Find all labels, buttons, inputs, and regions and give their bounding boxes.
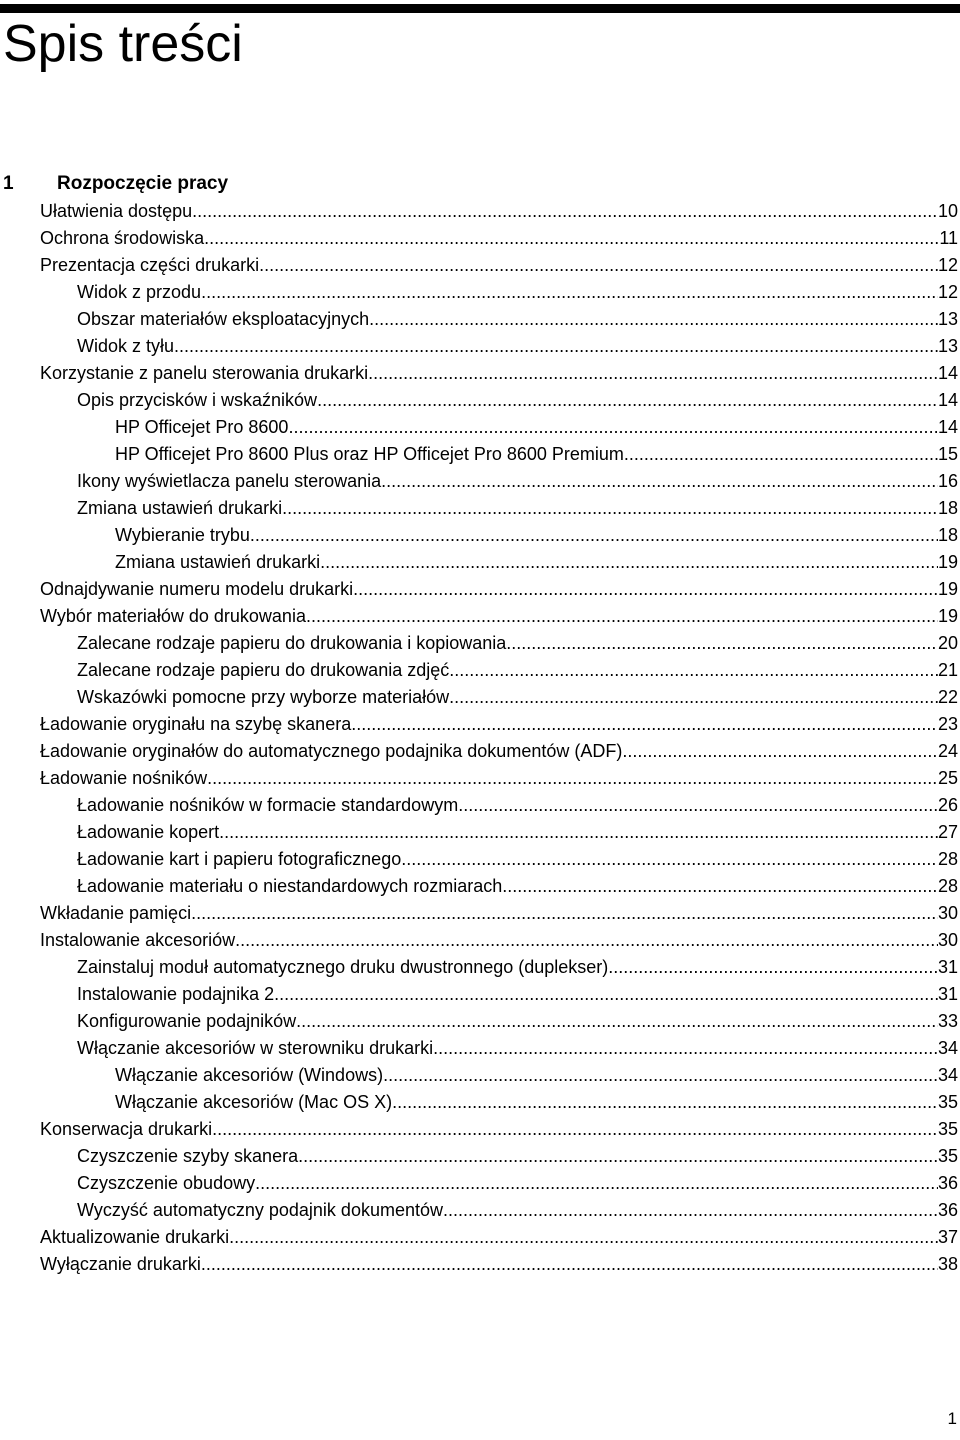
toc-list xyxy=(0,198,960,1278)
dot-leader xyxy=(401,846,938,873)
toc-entry-page: 18 xyxy=(937,525,958,545)
toc-entry-page: 33 xyxy=(937,1011,958,1031)
toc-entry-page: 13 xyxy=(937,309,958,329)
toc-entry-page: 34 xyxy=(937,1065,958,1085)
toc-entry-title: HP Officejet Pro 8600 xyxy=(115,417,289,437)
toc-entry-title: Ładowanie kopert xyxy=(77,822,220,842)
dot-leader xyxy=(235,927,938,954)
toc-entry[interactable] xyxy=(0,279,960,306)
toc-entry[interactable] xyxy=(0,657,960,684)
toc-entry-page: 16 xyxy=(937,471,958,491)
dot-leader xyxy=(443,1197,938,1224)
dot-leader xyxy=(201,1251,938,1278)
dot-leader xyxy=(624,441,938,468)
toc-entry[interactable] xyxy=(0,630,960,657)
toc-entry-page: 19 xyxy=(937,579,958,599)
toc-entry[interactable] xyxy=(0,1170,960,1197)
dot-leader xyxy=(296,1008,938,1035)
toc-entry-page: 35 xyxy=(937,1146,958,1166)
toc-entry-page: 36 xyxy=(937,1173,958,1193)
toc-entry-title: Zalecane rodzaje papieru do drukowania zdjęć xyxy=(77,660,450,680)
dot-leader xyxy=(207,765,938,792)
dot-leader xyxy=(449,684,938,711)
dot-leader xyxy=(250,522,938,549)
dot-leader xyxy=(259,252,938,279)
toc-entry-title: Włączanie akcesoriów w sterowniku drukarki xyxy=(77,1038,434,1058)
toc-entry-page: 15 xyxy=(937,444,958,464)
toc-entry-title: Włączanie akcesoriów (Mac OS X) xyxy=(115,1092,393,1112)
toc-entry-title: Wybór materiałów do drukowania xyxy=(40,606,306,626)
dot-leader xyxy=(502,873,938,900)
toc-entry-title: Czyszczenie obudowy xyxy=(77,1173,256,1193)
toc-entry[interactable] xyxy=(0,1116,960,1143)
page-number: 1 xyxy=(947,1409,957,1428)
toc-entry-page: 30 xyxy=(937,930,958,950)
toc-entry[interactable] xyxy=(0,927,960,954)
toc-entry-title: Konfigurowanie podajników xyxy=(77,1011,297,1031)
toc-entry[interactable] xyxy=(0,765,960,792)
dot-leader xyxy=(306,603,938,630)
dot-leader xyxy=(174,333,938,360)
toc-entry-page: 31 xyxy=(937,957,958,977)
toc-entry-title: Odnajdywanie numeru modelu drukarki xyxy=(40,579,354,599)
toc-entry[interactable] xyxy=(0,414,960,441)
toc-entry[interactable] xyxy=(0,1224,960,1251)
toc-entry-page: 22 xyxy=(937,687,958,707)
toc-entry[interactable] xyxy=(0,1143,960,1170)
toc-entry-page: 21 xyxy=(937,660,958,680)
toc-entry-title: Widok z tyłu xyxy=(77,336,175,356)
toc-entry-page: 12 xyxy=(937,255,958,275)
toc-entry[interactable] xyxy=(0,225,960,252)
toc-entry[interactable] xyxy=(0,1008,960,1035)
dot-leader xyxy=(506,630,938,657)
toc-entry[interactable] xyxy=(0,522,960,549)
dot-leader xyxy=(298,1143,938,1170)
toc-entry-page: 28 xyxy=(937,876,958,896)
toc-entry[interactable] xyxy=(0,198,960,225)
toc-entry[interactable] xyxy=(0,549,960,576)
toc-entry-page: 14 xyxy=(937,417,958,437)
toc-entry[interactable] xyxy=(0,468,960,495)
toc-entry-title: Ułatwienia dostępu xyxy=(40,201,193,221)
toc-entry-title: Ładowanie kart i papieru fotograficznego xyxy=(77,849,402,869)
toc-entry-title: Ikony wyświetlacza panelu sterowania xyxy=(77,471,382,491)
toc-entry-page: 19 xyxy=(937,552,958,572)
dot-leader xyxy=(351,711,938,738)
toc-entry-title: Konserwacja drukarki xyxy=(40,1119,213,1139)
toc-entry-title: Czyszczenie szyby skanera xyxy=(77,1146,299,1166)
toc-entry-page: 30 xyxy=(937,903,958,923)
toc-entry-page: 34 xyxy=(937,1038,958,1058)
toc-entry-page: 11 xyxy=(939,228,958,248)
toc-entry-title: Prezentacja części drukarki xyxy=(40,255,260,275)
toc-entry-title: Wkładanie pamięci xyxy=(40,903,192,923)
toc-entry-title: Aktualizowanie drukarki xyxy=(40,1227,230,1247)
dot-leader xyxy=(229,1224,938,1251)
toc-entry-title: Wskazówki pomocne przy wyborze materiałów xyxy=(77,687,450,707)
toc-entry[interactable] xyxy=(0,1089,960,1116)
toc-entry[interactable] xyxy=(0,954,960,981)
toc-entry-page: 10 xyxy=(937,201,958,221)
dot-leader xyxy=(320,549,938,576)
toc-entry[interactable] xyxy=(0,306,960,333)
chapter-heading[interactable] xyxy=(0,171,960,197)
toc-entry-page: 20 xyxy=(937,633,958,653)
toc-entry-page: 13 xyxy=(937,336,958,356)
dot-leader xyxy=(433,1035,938,1062)
dot-leader xyxy=(383,1062,938,1089)
dot-leader xyxy=(282,495,938,522)
toc-entry-page: 27 xyxy=(937,822,958,842)
toc-entry-page: 18 xyxy=(937,498,958,518)
dot-leader xyxy=(622,738,938,765)
page-title: Spis treści xyxy=(3,15,243,73)
toc-entry[interactable] xyxy=(0,252,960,279)
dot-leader xyxy=(219,819,938,846)
dot-leader xyxy=(204,225,939,252)
toc-entry-title: HP Officejet Pro 8600 Plus oraz HP Officejet Pro 8600 Premium xyxy=(115,444,624,464)
dot-leader xyxy=(458,792,938,819)
toc-entry-title: Wyłączanie drukarki xyxy=(40,1254,201,1274)
dot-leader xyxy=(449,657,938,684)
dot-leader xyxy=(392,1089,938,1116)
toc-entry-title: Obszar materiałów eksploatacyjnych xyxy=(77,309,370,329)
toc-entry-title: Wyczyść automatyczny podajnik dokumentów xyxy=(77,1200,443,1220)
toc-entry[interactable] xyxy=(0,900,960,927)
dot-leader xyxy=(192,198,938,225)
dot-leader xyxy=(255,1170,938,1197)
toc-entry[interactable] xyxy=(0,684,960,711)
toc-entry-page: 28 xyxy=(937,849,958,869)
toc-entry-page: 31 xyxy=(937,984,958,1004)
toc-entry[interactable] xyxy=(0,1197,960,1224)
toc-entry-title: Ochrona środowiska xyxy=(40,228,205,248)
toc-entry-page: 23 xyxy=(937,714,958,734)
toc-entry[interactable] xyxy=(0,603,960,630)
toc-entry-title: Ładowanie oryginałów do automatycznego podajnika dokumentów (ADF) xyxy=(40,741,623,761)
dot-leader xyxy=(369,306,938,333)
toc-entry[interactable] xyxy=(0,387,960,414)
dot-leader xyxy=(381,468,938,495)
toc-entry[interactable] xyxy=(0,738,960,765)
toc-entry-page: 37 xyxy=(937,1227,958,1247)
toc-entry-title: Instalowanie akcesoriów xyxy=(40,930,236,950)
toc-entry-title: Wybieranie trybu xyxy=(115,525,250,545)
toc-entry-page: 14 xyxy=(937,363,958,383)
toc-entry-title: Zainstaluj moduł automatycznego druku dwustronnego (duplekser) xyxy=(77,957,609,977)
dot-leader xyxy=(288,414,938,441)
toc-entry-title: Zmiana ustawień drukarki xyxy=(115,552,321,572)
toc-entry[interactable] xyxy=(0,819,960,846)
toc-entry-page: 35 xyxy=(937,1092,958,1112)
dot-leader xyxy=(317,387,938,414)
toc-entry-page: 38 xyxy=(937,1254,958,1274)
toc-entry-title: Instalowanie podajnika 2 xyxy=(77,984,275,1004)
toc-entry-page: 26 xyxy=(937,795,958,815)
toc-entry-title: Ładowanie nośników w formacie standardowym xyxy=(77,795,459,815)
toc-entry[interactable] xyxy=(0,792,960,819)
toc-entry-title: Zalecane rodzaje papieru do drukowania i kopiowania xyxy=(77,633,507,653)
dot-leader xyxy=(608,954,938,981)
toc-entry[interactable] xyxy=(0,333,960,360)
toc-entry[interactable] xyxy=(0,1035,960,1062)
toc-entry[interactable] xyxy=(0,1062,960,1089)
toc-entry-page: 35 xyxy=(937,1119,958,1139)
toc-entry[interactable] xyxy=(0,441,960,468)
toc-entry[interactable] xyxy=(0,576,960,603)
toc-entry[interactable] xyxy=(0,981,960,1008)
dot-leader xyxy=(201,279,938,306)
toc-entry[interactable] xyxy=(0,495,960,522)
chapter-title: Rozpoczęcie pracy xyxy=(57,173,229,194)
toc-entry[interactable] xyxy=(0,1251,960,1278)
toc-entry-title: Zmiana ustawień drukarki xyxy=(77,498,283,518)
toc-entry-page: 19 xyxy=(937,606,958,626)
toc-entry[interactable] xyxy=(0,711,960,738)
toc-entry-title: Ładowanie materiału o niestandardowych rozmiarach xyxy=(77,876,503,896)
toc-entry-page: 14 xyxy=(937,390,958,410)
toc-entry-title: Ładowanie nośników xyxy=(40,768,208,788)
toc-entry-page: 25 xyxy=(937,768,958,788)
toc-entry[interactable] xyxy=(0,846,960,873)
dot-leader xyxy=(212,1116,938,1143)
toc-entry-title: Widok z przodu xyxy=(77,282,202,302)
toc-entry[interactable] xyxy=(0,873,960,900)
toc-entry-title: Ładowanie oryginału na szybę skanera xyxy=(40,714,352,734)
toc-entry-title: Korzystanie z panelu sterowania drukarki xyxy=(40,363,369,383)
toc-entry-page: 12 xyxy=(937,282,958,302)
chapter-number: 1 xyxy=(3,173,14,194)
dot-leader xyxy=(353,576,938,603)
toc-entry-title: Włączanie akcesoriów (Windows) xyxy=(115,1065,384,1085)
dot-leader xyxy=(368,360,938,387)
toc-entry[interactable] xyxy=(0,360,960,387)
toc-entry-page: 36 xyxy=(937,1200,958,1220)
toc-entry-title: Opis przycisków i wskaźników xyxy=(77,390,318,410)
toc-entry-page: 24 xyxy=(937,741,958,761)
dot-leader xyxy=(191,900,938,927)
dot-leader xyxy=(274,981,938,1008)
